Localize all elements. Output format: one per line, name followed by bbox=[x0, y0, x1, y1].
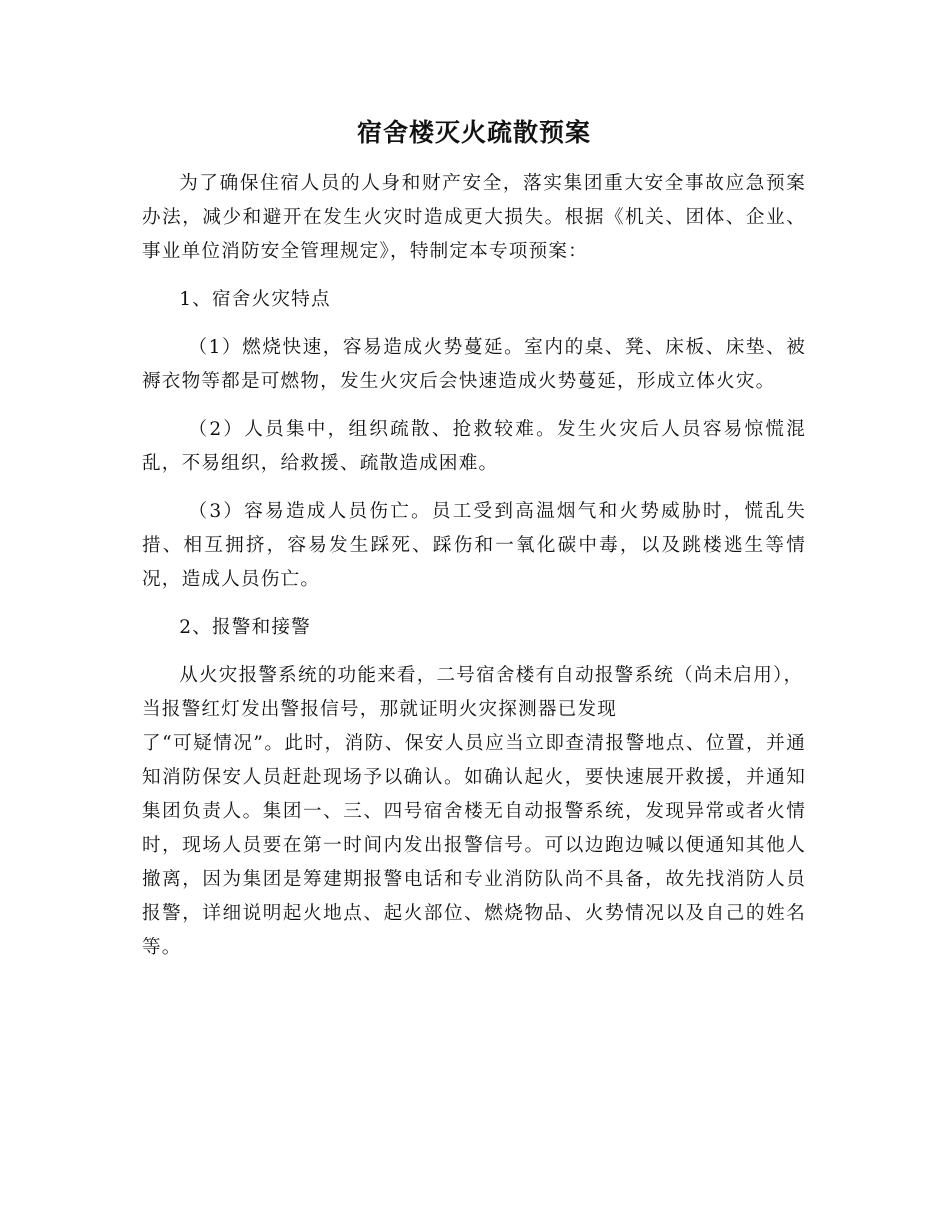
section-1-item-2: （2）人员集中，组织疏散、抢救较难。发生火灾后人员容易惊慌混乱，不易组织，给救援、疏散造成困难。 bbox=[142, 419, 806, 474]
section-2-line-1: 从火灾报警系统的功能来看，二号宿舍楼有自动报警系统（尚未启用），当报警红灯发出警报信号，那就证明火灾探测器已发现 bbox=[142, 665, 804, 720]
section-1-heading: 1、宿舍火灾特点 bbox=[179, 289, 331, 310]
section-1-item-3: （3）容易造成人员伤亡。员工受到高温烟气和火势威胁时，慌乱失措、相互拥挤，容易发生踩死、踩伤和一氧化碳中毒，以及跳楼逃生等情况，造成人员伤亡。 bbox=[142, 501, 806, 590]
section-2-line-2: 了“可疑情况”。此时，消防、保安人员应当立即查清报警地点、位置，并通知消防保安人员赶赴现场予以确认。如确认起火，要快速展开救援，并通知集团负责人。集团一、三、四号宿舍楼无自动报警系统，发现异常或者火情时，现场人员要在第一时间内发出报警信号。可以边跑边喊以便通知其他人撤离，因为集团是筹建期报警电话和专业消防队尚不具备，故先找消防人员报警，详细说明起火地点、起火部位、燃烧物品、火势情况以及自己的姓名等。 bbox=[142, 733, 806, 958]
section-1-item-1: （1）燃烧快速，容易造成火势蔓延。室内的桌、凳、床板、床垫、被褥衣物等都是可燃物，发生火灾后会快速造成火势蔓延，形成立体火灾。 bbox=[142, 337, 806, 392]
section-2-paragraph bbox=[142, 659, 806, 965]
section-2-heading: 2、报警和接警 bbox=[179, 617, 311, 638]
document-title: 宿舍楼灭火疏散预案 bbox=[356, 118, 591, 147]
document-body bbox=[142, 112, 806, 979]
intro-paragraph: 为了确保住宿人员的人身和财产安全，落实集团重大安全事故应急预案办法，减少和避开在发生火灾时造成更大损失。根据《机关、团体、企业、事业单位消防安全管理规定》，特制定本专项预案： bbox=[142, 173, 806, 262]
